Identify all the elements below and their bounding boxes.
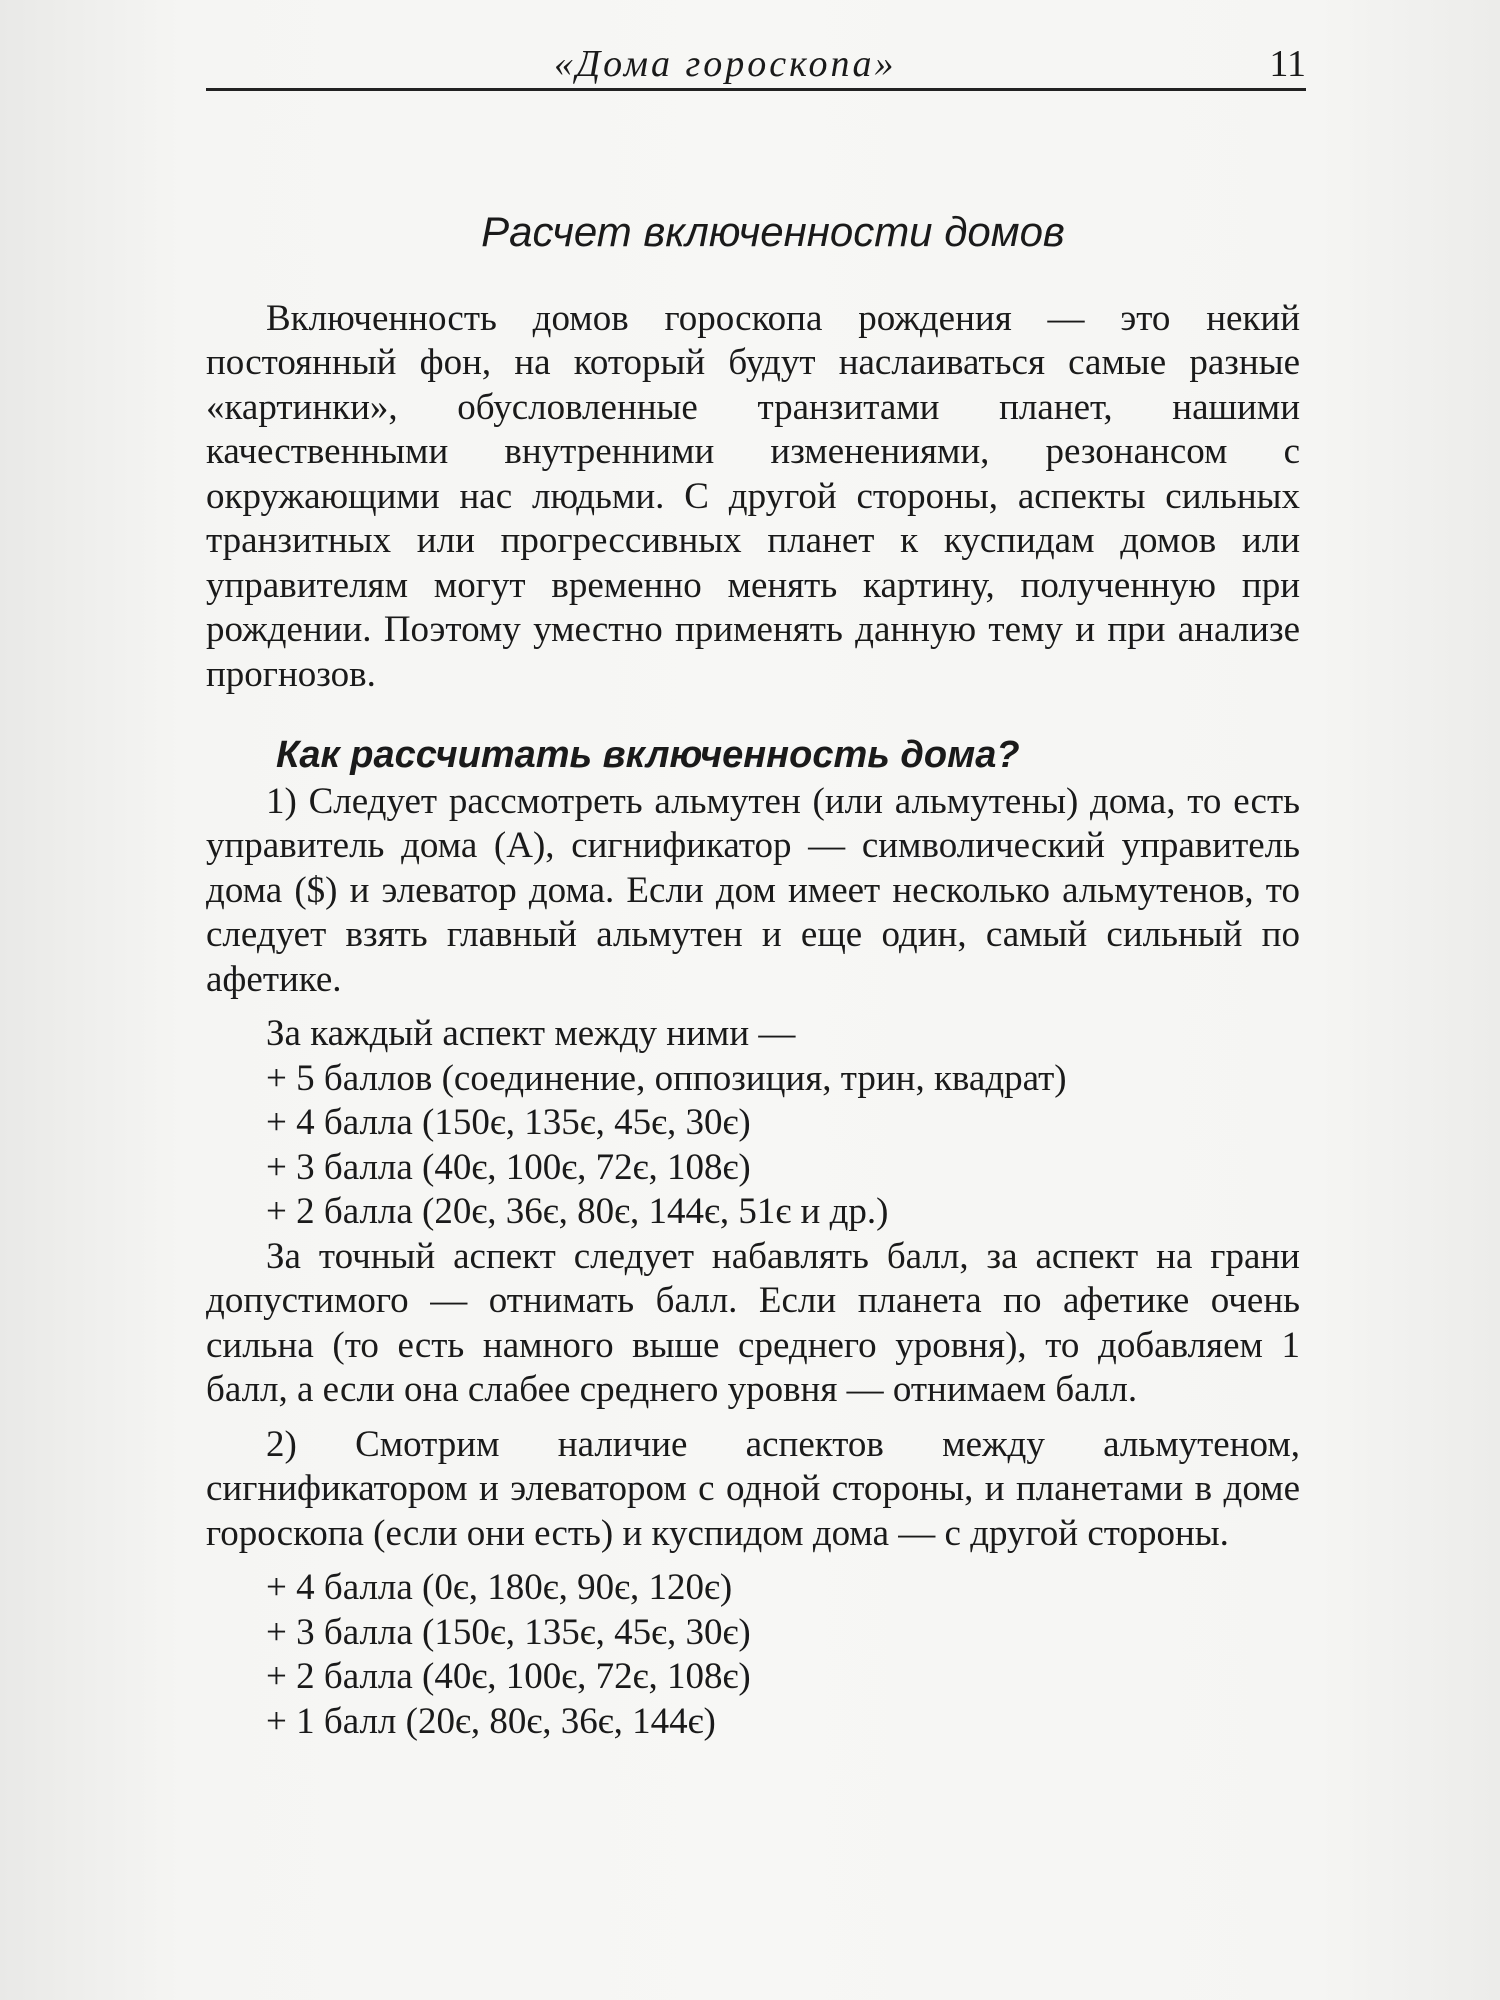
score-line: + 2 балла (20є, 36є, 80є, 144є, 51є и др.) (266, 1191, 889, 1232)
score-line: + 1 балл (20є, 80є, 36є, 144є) (266, 1700, 716, 1742)
section-title: Расчет включенности домов (481, 208, 1065, 255)
running-header (206, 40, 1306, 91)
subsection-title: Как рассчитать включенность дома? (276, 734, 1020, 776)
score-line: + 5 баллов (соединение, оппозиция, трин, квадрат) (266, 1057, 1067, 1099)
score-line: + 4 балла (0є, 180є, 90є, 120є) (266, 1567, 733, 1608)
score-line: + 3 балла (150є, 135є, 45є, 30є) (266, 1611, 751, 1653)
step1-paragraph: 1) Следует рассмотреть альмутен (или альмутены) дома, то есть управитель дома (A), сигнификатор — символический управитель дома ($) и элеватор дома. Если дом имеет несколько альмутенов, то следует взять главный альмутен и еще один, самый сильный по афетике. (206, 780, 1300, 1000)
header-title: «Дома гороскопа» (554, 43, 897, 85)
score-line: + 2 балла (40є, 100є, 72є, 108є) (266, 1656, 751, 1697)
step1-lead: За каждый аспект между ними — (266, 1013, 796, 1054)
page-content (206, 210, 1300, 1744)
score-line: + 3 балла (40є, 100є, 72є, 108є) (266, 1146, 751, 1188)
step2-paragraph: 2) Смотрим наличие аспектов между альмутеном, сигнификатором и элеватором с одной стороны, и планетами в доме гороскопа (если они есть) и куспидом дома — с другой стороны. (206, 1423, 1300, 1554)
step1-note: За точный аспект следует набавлять балл, за аспект на грани допустимого — отнимать балл. Если планета по афетике очень сильна (то есть намного выше среднего уровня), то добавляем 1 балл, а если она слабее среднего уровня — отнимаем балл. (206, 1235, 1300, 1410)
page-number: 11 (1269, 43, 1306, 85)
score-line: + 4 балла (150є, 135є, 45є, 30є) (266, 1102, 751, 1143)
intro-paragraph: Включенность домов гороскопа рождения — это некий постоянный фон, на который будут наслаиваться самые разные «картинки», обусловленные транзитами планет, нашими качественными внутренними изменениями, резонансом с окружающими нас людьми. С другой стороны, аспекты сильных транзитных или прогрессивных планет к куспидам домов или управителям могут временно менять картину, полученную при рождении. Поэтому уместно применять данную тему и при анализе прогнозов. (206, 297, 1300, 695)
